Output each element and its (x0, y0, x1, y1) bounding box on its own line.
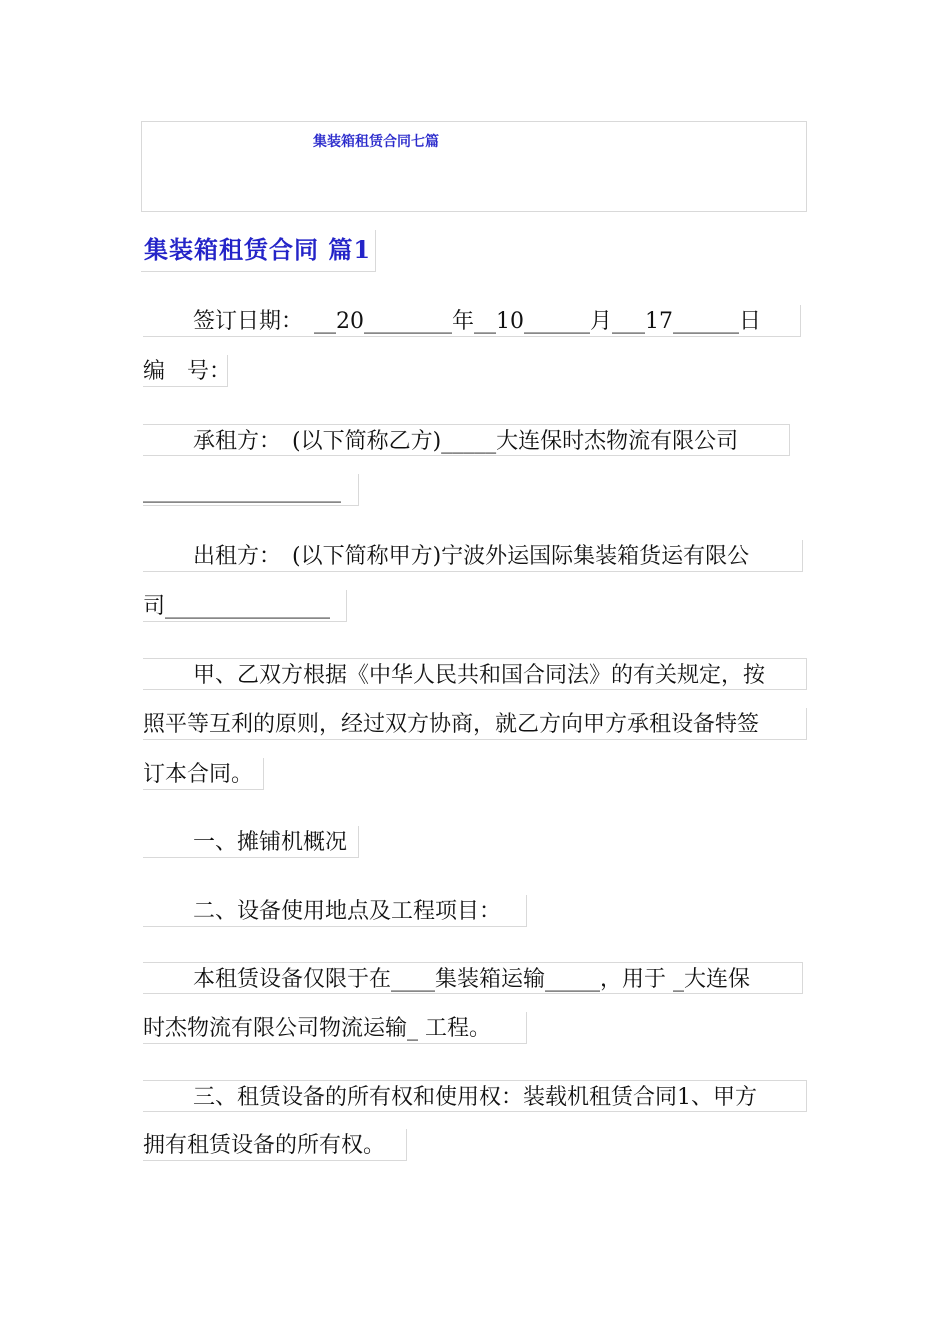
item-1-heading: 一、摊铺机概况 (143, 826, 359, 858)
item-2-heading: 二、设备使用地点及工程项目： (143, 895, 527, 927)
signing-date-line: 签订日期： __20________年__10______月___17______日 (143, 305, 801, 337)
document-title: 集装箱租赁合同七篇 (313, 134, 439, 150)
paragraph-1-line-2: 照平等互利的原则，经过双方协商，就乙方向甲方承租设备特签 (143, 708, 807, 740)
paragraph-2-line-2: 时杰物流有限公司物流运输_ 工程。 (143, 1012, 527, 1044)
paragraph-1-line-3: 订本合同。 (143, 758, 264, 790)
lessee-line: 承租方： (以下简称乙方)_____大连保时杰物流有限公司 (143, 424, 790, 456)
item-3-line-2: 拥有租赁设备的所有权。 (143, 1129, 407, 1161)
paragraph-1-line-1: 甲、乙双方根据《中华人民共和国合同法》的有关规定，按 (143, 658, 807, 690)
item-3-line-1: 三、租赁设备的所有权和使用权：装载机租赁合同1、甲方 (143, 1080, 807, 1112)
lessee-blank-line: __________________ (143, 474, 359, 506)
section-heading: 集装箱租赁合同 篇1 (141, 230, 376, 272)
document-header-box (141, 121, 807, 212)
lessor-continuation-line: 司_______________ (143, 590, 347, 622)
contract-number-line: 编 号： (143, 355, 228, 387)
paragraph-2-line-1: 本租赁设备仅限于在____集装箱运输_____，用于 _大连保 (143, 962, 803, 994)
lessor-line: 出租方： (以下简称甲方)宁波外运国际集装箱货运有限公 (143, 540, 803, 572)
